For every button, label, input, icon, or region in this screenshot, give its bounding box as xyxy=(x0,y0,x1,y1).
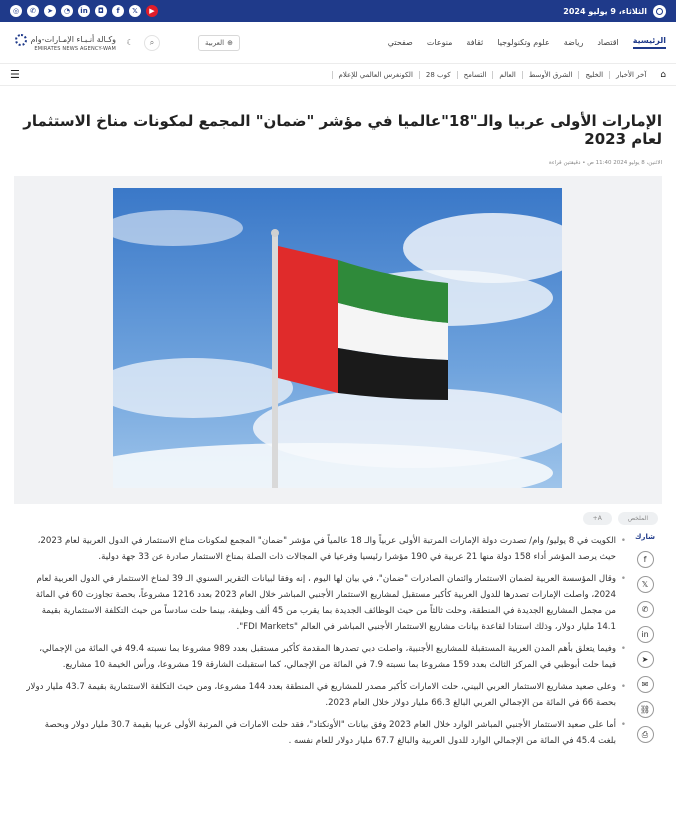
dark-mode-icon[interactable]: ☾ xyxy=(126,38,134,47)
summary-button[interactable]: الملخص xyxy=(618,512,658,525)
logo-arabic-text: وكـالة أنـبـاء الإمـارات-وام xyxy=(30,35,116,44)
article-title: الإمارات الأولى عربيا والـ"18"عالميا في مؤشر "ضمان" المجمع لمكونات مناخ الاستثمار لعام 2023 xyxy=(23,112,662,148)
instagram-icon[interactable]: ◘ xyxy=(95,5,107,17)
print-icon[interactable]: ⎙ xyxy=(637,726,654,743)
search-icon[interactable]: ⌕ xyxy=(144,35,160,51)
uae-flag-photo xyxy=(113,188,562,488)
nav-science[interactable]: علوم وتكنولوجيا xyxy=(497,38,550,47)
home-icon[interactable]: ⌂ xyxy=(660,69,666,80)
wam-logo[interactable] xyxy=(10,34,116,52)
menu-icon[interactable]: ☰ xyxy=(10,68,20,81)
nav-sports[interactable]: رياضة xyxy=(563,38,584,47)
subnav-middle-east[interactable]: الشرق الأوسط xyxy=(522,71,579,79)
facebook-icon[interactable]: f xyxy=(112,5,124,17)
nav-my-page[interactable]: صفحتي xyxy=(387,38,413,47)
article-paragraph: • وفيما يتعلق بأهم المدن العربية المستقبلة للمشاريع الأجنبية، واصلت دبي تصدرها المقدمة كأكبر مستقبل بعدد 989 مشروعا بما نسبته 49.4 في المائة من الإجمالي، فيما حلت أبوظبي في المركز الثالث بعدد 159 مشروعا بما نسبته 7.9 في المائة من الإجمالي، كما استقبلت الشارقة 19 مشروعا، ورأس الخيمة 10 مشاريع. xyxy=(39,644,626,670)
share-telegram-icon[interactable]: ➤ xyxy=(637,651,654,668)
main-header xyxy=(0,22,676,64)
linkedin-icon[interactable]: in xyxy=(78,5,90,17)
rss-icon[interactable]: ◔ xyxy=(61,5,73,17)
main-nav xyxy=(388,36,666,49)
date-text: الثلاثاء، 9 يوليو 2024 xyxy=(563,6,647,16)
article-paragraph: • الكويت في 8 يوليو/ وام/ تصدرت دولة الإمارات المرتبة الأولى عربياً والـ 18 عالمياً في مؤشر "ضمان" المجمع لمكونات مناخ الاستثمار في الدول العربية لعام 2023، حيث يرصد المؤشر أداء 158 دولة منها 21 عربية في 190 مؤشرا رئيسيا وفرعيا في المجالات ذات الصلة بمناخ الاستثمار صادرة عن 33 جهة دولية. xyxy=(37,536,626,562)
article-paragraph: • وعلى صعيد مشاريع الاستثمار العربي البيني، حلت الامارات كأكبر مصدر للمشاريع في المنطقة بعدد 144 مشروعا، ومن حيث التكلفة الاستثمارية بقيمة 43.7 مليار دولار بحصة 66 في المائة من الإجمالي العربي البالغ 66.3 مليار دولار خلال العام 2023. xyxy=(26,682,626,708)
share-label: شارك xyxy=(635,533,655,541)
share-facebook-icon[interactable]: f xyxy=(637,551,654,568)
youtube-icon[interactable]: ▶ xyxy=(146,5,158,17)
nav-economy[interactable]: اقتصاد xyxy=(597,38,619,47)
date-area xyxy=(563,5,666,18)
logo-mark-icon xyxy=(15,34,27,46)
article-image-card xyxy=(14,176,662,504)
subnav-tolerance[interactable]: التسامح xyxy=(457,71,493,79)
article-paragraph: • وقال المؤسسة العربية لضمان الاستثمار وائتمان الصادرات "ضمان"، في بيان لها اليوم ، إنه وفقا لبيانات التقرير السنوي الـ 39 لمناخ الاستثمار في الدول العربية لعام 2024، واصلت الإمارات تصدرها للدول العربية كأكبر مستقبل لمشاريع الاستثمار الأجنبي المباشر خلال العام 2023 بعدد 1216 مشروعاً، بحصة تجاوزت 60 في المائة من مجمل المشاريع الجديدة في المنطقة، وحلت ثالثاً من حيث الوظائف الجديدة بما يقرب من 45 ألف وظيفة، بينما حلت سادساً من حيث التكلفة الاستثمارية بقيمة 14.1 مليار دولار، وذلك استنادا لقاعدة بيانات مشاريع الاستثمار الأجنبي المباشر في العالم "FDI Markets". xyxy=(35,574,626,632)
share-whatsapp-icon[interactable]: ✆ xyxy=(637,601,654,618)
copy-link-icon[interactable]: ⛓ xyxy=(637,701,654,718)
nav-misc[interactable]: منوعات xyxy=(426,38,453,47)
whatsapp-icon[interactable]: ✆ xyxy=(27,5,39,17)
article-body xyxy=(12,533,626,755)
share-bar xyxy=(626,533,664,755)
share-email-icon[interactable]: ✉ xyxy=(637,676,654,693)
article-content xyxy=(0,533,676,755)
subnav-gulf[interactable]: الخليج xyxy=(578,71,609,79)
article-tools xyxy=(0,512,676,525)
sub-nav xyxy=(0,64,676,86)
nav-culture[interactable]: ثقافة xyxy=(466,38,484,47)
top-bar xyxy=(0,0,676,22)
subnav-cop28[interactable]: كوب 28 xyxy=(419,71,457,79)
social-links xyxy=(10,5,158,17)
subnav-latest[interactable]: آخر الأخبار xyxy=(609,71,652,79)
vk-icon[interactable]: ◎ xyxy=(10,5,22,17)
user-icon[interactable] xyxy=(653,5,666,18)
font-size-button[interactable]: A+ xyxy=(583,512,612,525)
language-label: العربية xyxy=(205,38,225,47)
share-x-icon[interactable]: 𝕏 xyxy=(637,576,654,593)
nav-home[interactable]: الرئيسية xyxy=(633,36,666,49)
share-linkedin-icon[interactable]: in xyxy=(637,626,654,643)
logo-english-text: EMIRATES NEWS AGENCY-WAM xyxy=(34,45,116,52)
article-meta: الاثنين، 8 يوليو 2024 11:40 ص • دقيقتين قراءة xyxy=(549,160,662,166)
globe-icon: ⊕ xyxy=(227,38,234,47)
subnav-media-congress[interactable]: الكونغرس العالمي للإعلام xyxy=(332,71,419,79)
telegram-icon[interactable]: ➤ xyxy=(44,5,56,17)
subnav-world[interactable]: العالم xyxy=(492,71,521,79)
article-paragraph: • أما على صعيد الاستثمار الأجنبي المباشر الوارد خلال العام 2023 وفق بيانات "الأونكتاد"، فقد حلت الامارات في المرتبة الأولى عربيا بقيمة 30.7 مليار دولار وبحصة بلغت 45.4 في المائة من الإجمالي الوارد للدول العربية والبالغ 67.7 مليار دولار للعام نفسه . xyxy=(44,720,626,746)
x-icon[interactable]: 𝕏 xyxy=(129,5,141,17)
language-button[interactable] xyxy=(198,35,240,51)
